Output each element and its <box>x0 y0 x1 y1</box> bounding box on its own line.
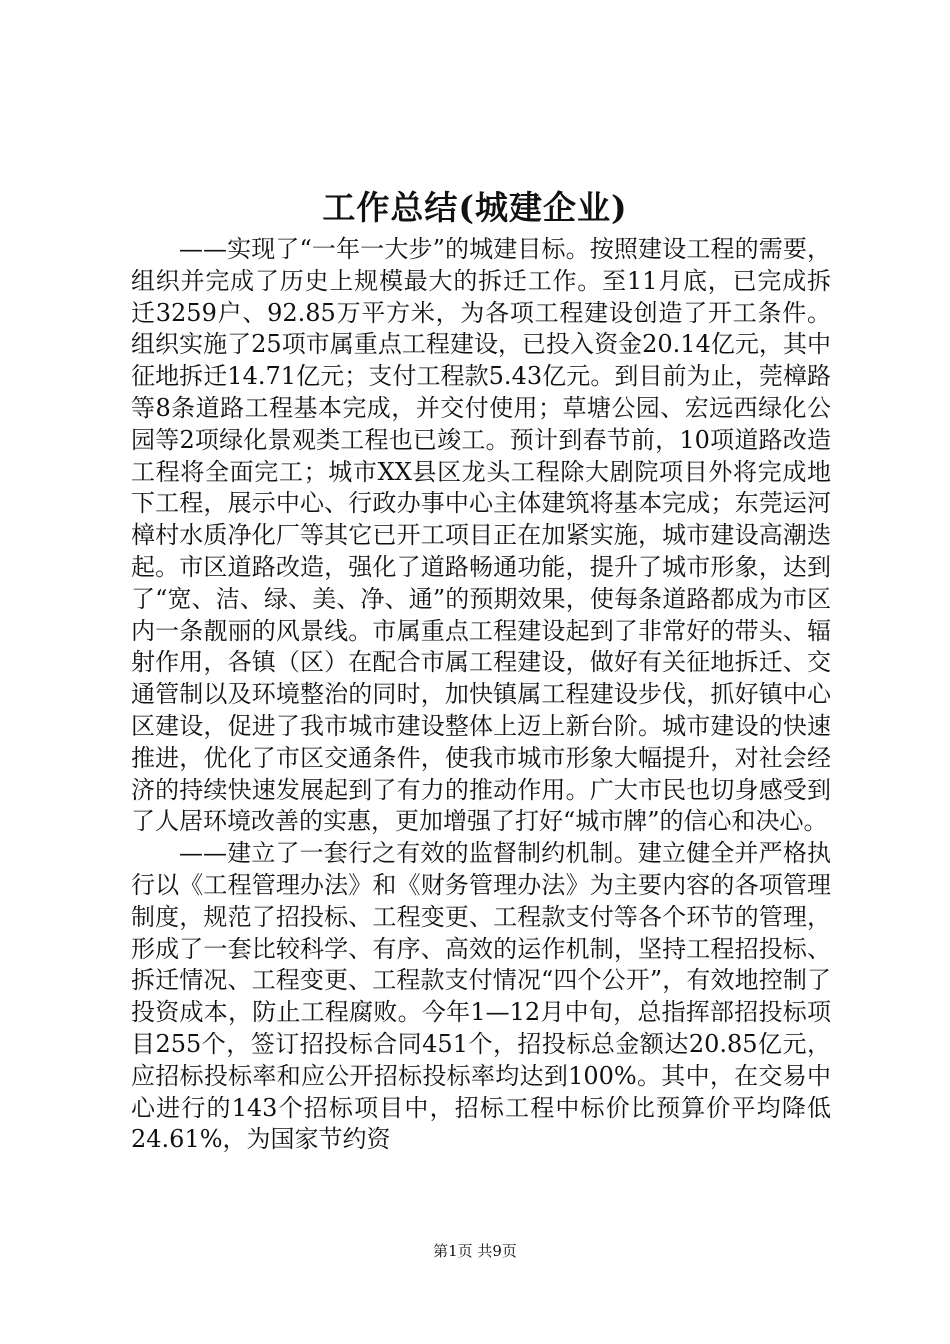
document-title: 工作总结(城建企业) <box>322 188 628 227</box>
page-number-footer: 第1页 共9页 <box>433 1242 517 1260</box>
document-body <box>131 234 831 1156</box>
paragraph-1: ——实现了“一年一大步”的城建目标。按照建设工程的需要，组织并完成了历史上规模最大的拆迁工作。至11月底，已完成拆迁3259户、92.85万平方米，为各项工程建设创造了开工条件。组织实施了25项市属重点工程建设，已投入资金20.14亿元，其中征地拆迁14.71亿元；支付工程款5.43亿元。到目前为止，莞樟路等8条道路工程基本完成，并交付使用；草塘公园、宏远西绿化公园等2项绿化景观类工程也已竣工。预计到春节前，10项道路改造工程将全面完工；城市XX县区龙头工程除大剧院项目外将完成地下工程，展示中心、行政办事中心主体建筑将基本完成；东莞运河樟村水质净化厂等其它已开工项目正在加紧实施，城市建设高潮迭起。市区道路改造，强化了道路畅通功能，提升了城市形象，达到了“宽、洁、绿、美、净、通”的预期效果，使每条道路都成为市区内一条靓丽的风景线。市属重点工程建设起到了非常好的带头、辐射作用，各镇（区）在配合市属工程建设，做好有关征地拆迁、交通管制以及环境整治的同时，加快镇属工程建设步伐，抓好镇中心区建设，促进了我市城市建设整体上迈上新台阶。城市建设的快速推进，优化了市区交通条件，使我市城市形象大幅提升，对社会经济的持续快速发展起到了有力的推动作用。广大市民也切身感受到了人居环境改善的实惠，更加增强了打好“城市牌”的信心和决心。 <box>131 235 831 836</box>
paragraph-2: ——建立了一套行之有效的监督制约机制。建立健全并严格执行以《工程管理办法》和《财务管理办法》为主要内容的各项管理制度，规范了招投标、工程变更、工程款支付等各个环节的管理，形成了一套比较科学、有序、高效的运作机制，坚持工程招投标、拆迁情况、工程变更、工程款支付情况“四个公开”，有效地控制了投资成本，防止工程腐败。今年1—12月中旬，总指挥部招投标项目255个，签订招投标合同451个，招投标总金额达20.85亿元，应招标投标率和应公开招标投标率均达到100%。其中，在交易中心进行的143个招标项目中，招标工程中标价比预算价平均降低24.61%，为国家节约资 <box>131 839 831 1154</box>
